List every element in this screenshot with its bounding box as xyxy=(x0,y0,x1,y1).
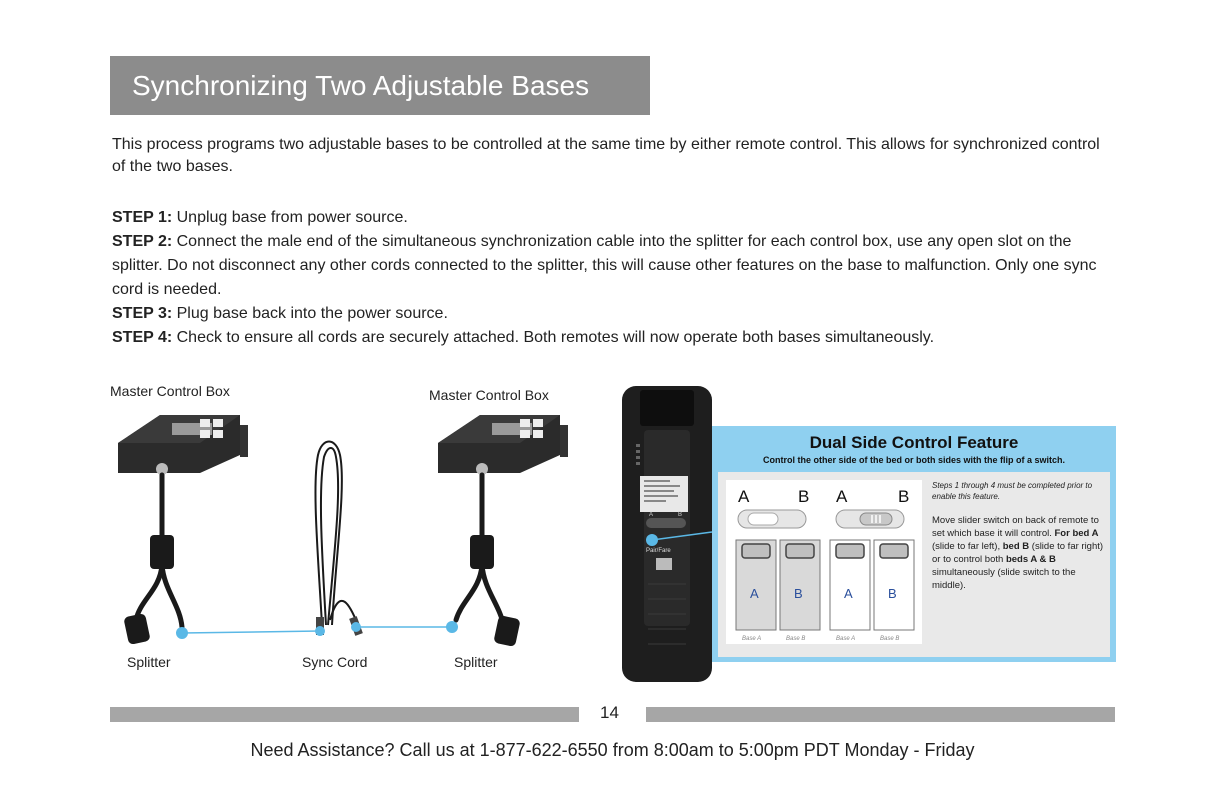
pair-button-label: Pair/Fare xyxy=(646,548,671,554)
master-box-left-label: Master Control Box xyxy=(110,383,230,399)
feature-subtitle: Control the other side of the bed or both sides with the flip of a switch. xyxy=(762,455,1065,465)
switch-diagram xyxy=(726,480,922,644)
sync-cord-label: Sync Cord xyxy=(302,654,368,670)
page-title: Synchronizing Two Adjustable Bases xyxy=(110,56,650,115)
step-label: STEP 4: xyxy=(112,329,173,346)
footer-bar-left xyxy=(110,707,579,722)
remote-switch-a: A xyxy=(649,512,654,518)
switch1-a-letter: A xyxy=(738,487,750,506)
footer-bar-right xyxy=(646,707,1115,722)
master-box-right-label: Master Control Box xyxy=(429,387,549,403)
card-4-caption: Base B xyxy=(880,636,900,642)
step-label: STEP 2: xyxy=(112,233,173,250)
remote-pointer-line xyxy=(650,530,714,550)
step-text: Plug base back into the power source. xyxy=(172,305,448,322)
step-text: Connect the male end of the simultaneous synchronization cable into the splitter for each control box, use any open slot on the splitter. Do not disconnect any other cords connected to the splitter, this will cause other features on the base to malfunction. Only one sync cord is needed. xyxy=(112,233,1097,298)
switch2-b-letter: B xyxy=(898,487,910,506)
intro-paragraph: This process programs two adjustable bases to be controlled at the same time by either remote control. This allows for synchronized control of the two bases. xyxy=(112,136,1100,175)
feature-content xyxy=(718,472,1110,657)
slider-switch-middle-icon xyxy=(836,510,904,528)
step-2 xyxy=(112,230,1117,302)
card-2-caption: Base B xyxy=(786,636,806,642)
step-text: Check to ensure all cords are securely attached. Both remotes will now operate both bases simultaneously. xyxy=(172,329,935,346)
feature-instructions xyxy=(932,480,1108,592)
control-box-left-icon xyxy=(118,415,248,475)
step-text: Unplug base from power source. xyxy=(172,209,408,226)
card-3-caption: Base A xyxy=(836,636,856,642)
card-2-letter: B xyxy=(794,586,803,601)
step-1 xyxy=(112,206,1117,230)
feature-title: Dual Side Control Feature xyxy=(809,433,1019,452)
dual-side-control-panel xyxy=(712,426,1116,662)
page-number: 14 xyxy=(600,703,619,722)
remote-switch-b: B xyxy=(678,512,683,518)
card-1-caption: Base A xyxy=(742,636,762,642)
wiring-illustration xyxy=(100,395,610,655)
step-3 xyxy=(112,302,1117,326)
splitter-left-label: Splitter xyxy=(127,654,171,670)
switch1-b-letter: B xyxy=(798,487,810,506)
feature-instruction-text: Move slider switch on back of remote to set which base it will control. For bed A (slide to far left), bed B (slide to far right) or to control both beds A & B simultaneously (slide switch to the middle). xyxy=(932,515,1104,591)
slider-switch-left-icon xyxy=(738,510,806,528)
card-1-letter: A xyxy=(750,586,759,601)
feature-requirement-note: Steps 1 through 4 must be completed prior to enable this feature. xyxy=(932,481,1093,501)
card-4-letter: B xyxy=(888,586,897,601)
sync-cord-icon xyxy=(315,442,358,626)
step-label: STEP 1: xyxy=(112,209,173,226)
step-label: STEP 3: xyxy=(112,305,173,322)
switch2-a-letter: A xyxy=(836,487,848,506)
card-3-letter: A xyxy=(844,586,853,601)
steps-list xyxy=(112,206,1117,350)
splitter-right-label: Splitter xyxy=(454,654,498,670)
base-cards-icon xyxy=(736,540,914,630)
control-box-right-icon xyxy=(438,415,568,475)
step-4 xyxy=(112,326,1117,350)
assistance-footer: Need Assistance? Call us at 1-877-622-6550 from 8:00am to 5:00pm PDT Monday - Friday xyxy=(250,740,975,760)
